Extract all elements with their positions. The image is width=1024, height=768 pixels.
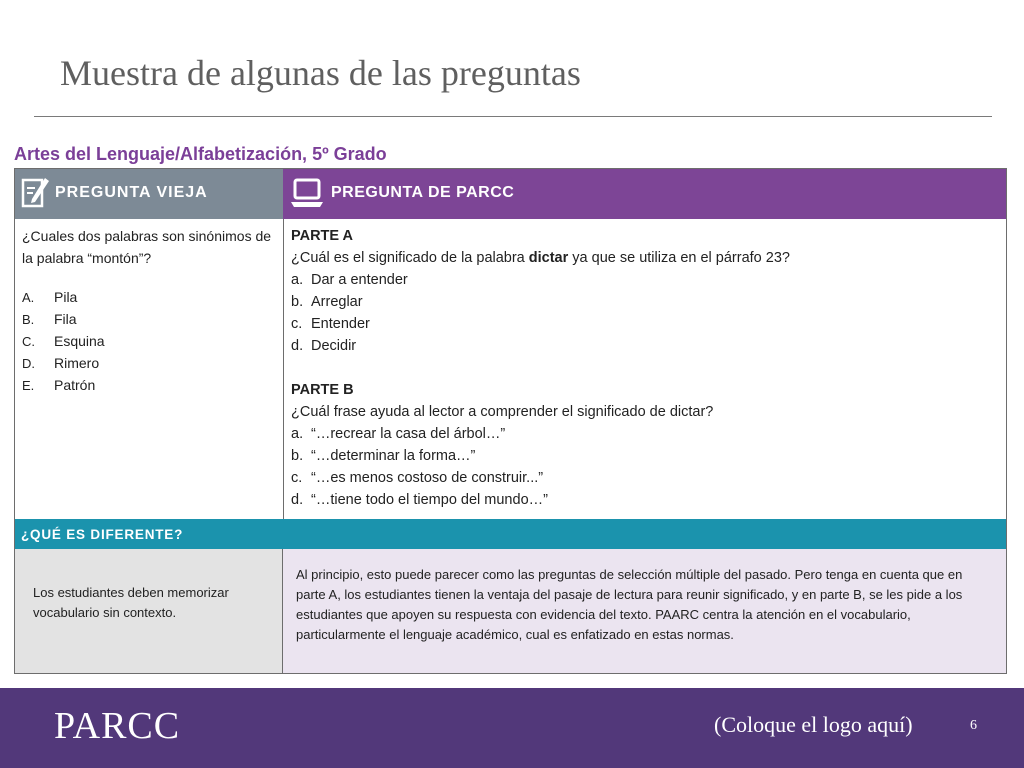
pencil-paper-icon xyxy=(21,176,51,217)
list-item: E. Patrón xyxy=(22,377,96,393)
list-item: C. Esquina xyxy=(22,333,105,349)
subject-heading: Artes del Lenguaje/Alfabetización, 5º Grado xyxy=(14,144,387,164)
parcc-difference-text: Al principio, esto puede parecer como las preguntas de selección múltiple del pasado. Pero tenga en cuenta que en parte A, los estudiantes tienen la ventaja del pasaje de lectura para reunir significado, y en parte B, se les pide a los estudiantes que apoyen su respuesta con evidencia del texto. PAARC centra la atención en el vocabulario, particularmente el lenguaje académico, cual es enfatizado en estas normas. xyxy=(296,567,963,642)
part-b-question: ¿Cuál frase ayuda al lector a comprender el significado de dictar? xyxy=(291,404,714,420)
difference-header xyxy=(15,519,1006,549)
list-item: b. “…determinar la forma…” xyxy=(291,448,476,464)
slide-title: Muestra de algunas de las preguntas xyxy=(60,53,581,93)
old-question-header-label: PREGUNTA VIEJA xyxy=(55,184,208,201)
old-difference-cell xyxy=(15,549,283,673)
parcc-logo: PARCC xyxy=(54,705,181,747)
list-item: a. Dar a entender xyxy=(291,272,408,288)
list-item: c. “…es menos costoso de construir...” xyxy=(291,470,544,486)
parcc-difference-cell xyxy=(283,549,1006,673)
list-item: b. Arreglar xyxy=(291,294,363,310)
difference-header-label: ¿QUÉ ES DIFERENTE? xyxy=(21,527,184,542)
list-item: d. Decidir xyxy=(291,338,357,354)
list-item: d. “…tiene todo el tiempo del mundo…” xyxy=(291,492,548,508)
list-item: a. “…recrear la casa del árbol…” xyxy=(291,426,506,442)
logo-placeholder-text: (Coloque el logo aquí) xyxy=(714,712,913,737)
column-divider xyxy=(283,219,284,519)
laptop-icon xyxy=(289,176,325,217)
title-divider xyxy=(34,116,992,117)
parcc-question-header-label: PREGUNTA DE PARCC xyxy=(331,184,515,201)
list-item: A. Pila xyxy=(22,289,78,305)
page-number: 6 xyxy=(970,718,977,733)
parcc-question-header xyxy=(283,169,1006,219)
old-question-text: ¿Cuales dos palabras son sinónimos de la palabra “montón”? xyxy=(22,228,272,266)
footer-bar xyxy=(0,688,1024,768)
list-item: c. Entender xyxy=(291,316,370,332)
old-question-header xyxy=(15,169,283,219)
comparison-table xyxy=(14,168,1007,674)
part-b-label: PARTE B xyxy=(291,382,354,398)
part-a-label: PARTE A xyxy=(291,228,354,244)
old-difference-text: Los estudiantes deben memorizar vocabulario sin contexto. xyxy=(33,585,229,620)
list-item: B. Fila xyxy=(22,311,77,327)
part-a-question: ¿Cuál es el significado de la palabra dictar ya que se utiliza en el párrafo 23? xyxy=(291,250,790,266)
list-item: D. Rimero xyxy=(22,355,100,371)
